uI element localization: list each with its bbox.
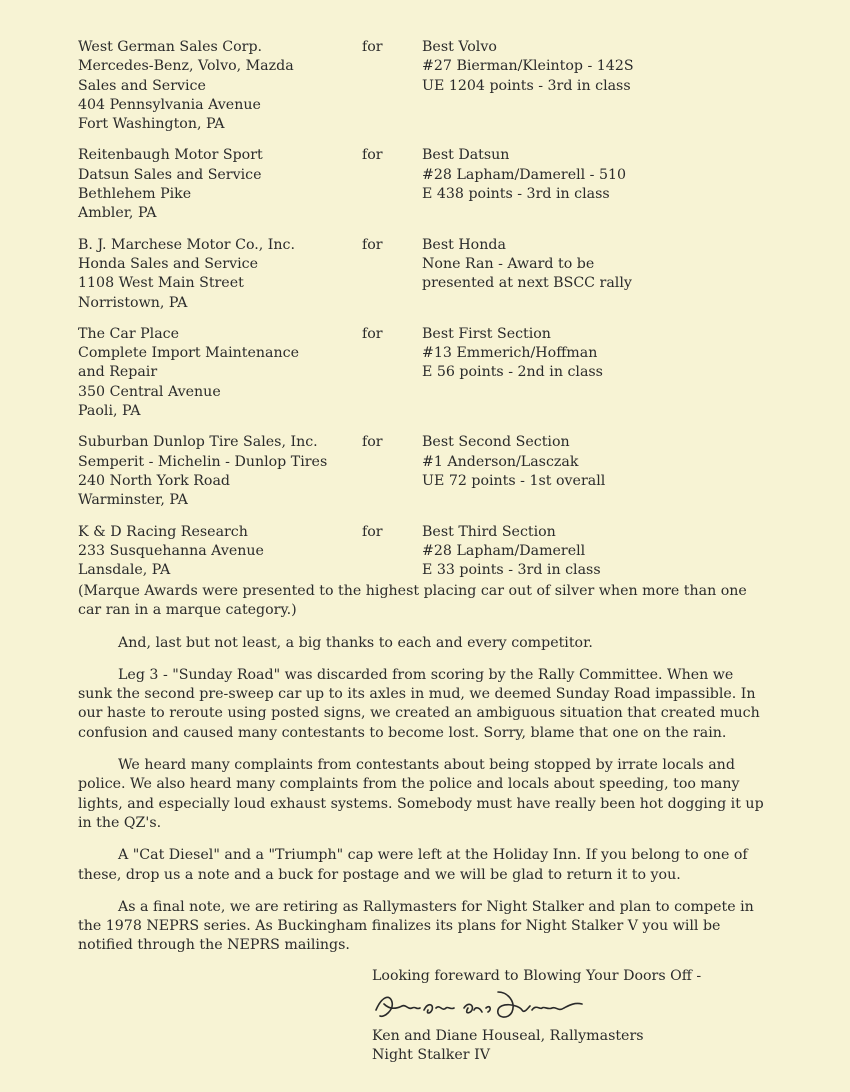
sponsor-entry: [78, 433, 778, 510]
sponsor-line: B. J. Marchese Motor Co., Inc.: [78, 236, 295, 253]
sponsor-line: Warminster, PA: [78, 492, 188, 509]
award-line: #28 Lapham/Damerell - 510: [422, 166, 627, 183]
award-info: [422, 433, 762, 510]
complaints-paragraph: We heard many complaints from contestants about being stopped by irrate locals and police. We also heard many complaints from the police and locals about speeding, too many lights, and especially loud exhaust systems. Somebody must have really been hot dogging it up in the QZ's.: [78, 757, 764, 831]
sponsor-line: 404 Pennsylvania Avenue: [78, 96, 261, 113]
award-line: Best Honda: [422, 236, 506, 253]
award-info: [422, 146, 762, 223]
body-text: [78, 582, 768, 969]
award-info: [422, 325, 762, 421]
closing-line: [372, 967, 701, 986]
sponsor-info: [78, 325, 362, 421]
award-line: E 438 points - 3rd in class: [422, 186, 610, 203]
sponsor-info: [78, 236, 362, 313]
sponsor-line: K & D Racing Research: [78, 523, 248, 540]
award-line: #13 Emmerich/Hoffman: [422, 345, 598, 362]
award-line: E 56 points - 2nd in class: [422, 364, 603, 381]
for-label: for: [362, 236, 383, 253]
sponsor-line: Honda Sales and Service: [78, 255, 258, 272]
closing-text: Looking foreward to Blowing Your Doors Off -: [372, 968, 702, 984]
signer-names: Ken and Diane Houseal, Rallymasters: [372, 1028, 644, 1044]
award-info: [422, 38, 762, 134]
award-line: presented at next BSCC rally: [422, 275, 632, 292]
sponsor-line: Ambler, PA: [78, 205, 157, 222]
sponsor-line: Bethlehem Pike: [78, 186, 192, 203]
sponsor-info: [78, 523, 362, 581]
for-label: for: [362, 39, 383, 55]
sponsor-info: [78, 146, 362, 223]
sponsor-entry: [78, 523, 778, 581]
sponsor-line: Reitenbaugh Motor Sport: [78, 147, 263, 164]
event-name: Night Stalker IV: [372, 1047, 490, 1064]
for-label: for: [362, 325, 383, 342]
signature-image: [372, 988, 612, 1024]
sponsor-entry: [78, 38, 778, 134]
award-info: [422, 236, 762, 313]
award-line: UE 1204 points - 3rd in class: [422, 77, 631, 94]
sponsor-line: 233 Susquehanna Avenue: [78, 542, 264, 559]
sponsor-line: Norristown, PA: [78, 294, 188, 311]
sponsor-entry: [78, 325, 778, 421]
sponsor-line: Complete Import Maintenance: [78, 345, 299, 362]
award-line: Best Volvo: [422, 39, 497, 55]
sponsor-line: and Repair: [78, 364, 158, 381]
marque-note: (Marque Awards were presented to the highest placing car out of silver when more than one car ran in a marque category.): [78, 583, 747, 619]
sponsor-line: The Car Place: [78, 325, 179, 342]
sponsor-line: Sales and Service: [78, 77, 206, 94]
award-line: Best Third Section: [422, 523, 556, 540]
sponsor-line: Paoli, PA: [78, 403, 141, 420]
sponsor-line: Semperit - Michelin - Dunlop Tires: [78, 453, 328, 470]
sponsor-line: Datsun Sales and Service: [78, 166, 262, 183]
handwritten-signature: [372, 988, 612, 1024]
sponsor-entry: [78, 146, 778, 223]
for-label: for: [362, 147, 383, 164]
award-line: E 33 points - 3rd in class: [422, 562, 601, 579]
sponsor-line: Lansdale, PA: [78, 562, 171, 579]
for-label: for: [362, 523, 383, 540]
final-note-paragraph: As a final note, we are retiring as Rallymasters for Night Stalker and plan to compete in the 1978 NEPRS series. As Buckingham finalizes its plans for Night Stalker V you will be notified through the NEPRS mailings.: [78, 898, 754, 954]
award-line: Best Second Section: [422, 434, 570, 451]
award-line: None Ran - Award to be: [422, 255, 595, 272]
award-line: #28 Lapham/Damerell: [422, 542, 586, 559]
sponsor-line: Mercedes-Benz, Volvo, Mazda: [78, 58, 294, 75]
sponsor-entry: [78, 236, 778, 313]
award-line: Best Datsun: [422, 147, 510, 164]
sponsor-info: [78, 38, 362, 134]
leg3-paragraph: Leg 3 - "Sunday Road" was discarded from scoring by the Rally Committee. When we sunk the second pre-sweep car up to its axles in mud, we deemed Sunday Road impassible. In our haste to reroute using posted signs, we created an ambiguous situation that created much confusion and caused many contestants to become lost. Sorry, blame that one on the rain.: [78, 666, 760, 741]
award-line: #1 Anderson/Lasczak: [422, 453, 579, 470]
sponsor-list: [78, 38, 778, 592]
award-line: #27 Bierman/Kleintop - 142S: [422, 58, 634, 75]
sponsor-line: 350 Central Avenue: [78, 383, 221, 400]
sponsor-info: [78, 433, 362, 510]
closing-signoff: [372, 1027, 644, 1066]
thanks-paragraph: And, last but not least, a big thanks to each and every competitor.: [118, 634, 593, 651]
sponsor-line: 240 North York Road: [78, 472, 231, 489]
sponsor-line: West German Sales Corp.: [78, 39, 263, 55]
award-info: [422, 523, 762, 581]
sponsor-line: 1108 West Main Street: [78, 275, 244, 292]
sponsor-line: Fort Washington, PA: [78, 116, 225, 133]
award-line: Best First Section: [422, 325, 551, 342]
lost-items-paragraph: A "Cat Diesel" and a "Triumph" cap were left at the Holiday Inn. If you belong to one of these, drop us a note and a buck for postage and we will be glad to return it to you.: [78, 847, 748, 883]
award-line: UE 72 points - 1st overall: [422, 472, 606, 489]
for-label: for: [362, 434, 383, 451]
sponsor-line: Suburban Dunlop Tire Sales, Inc.: [78, 434, 318, 451]
